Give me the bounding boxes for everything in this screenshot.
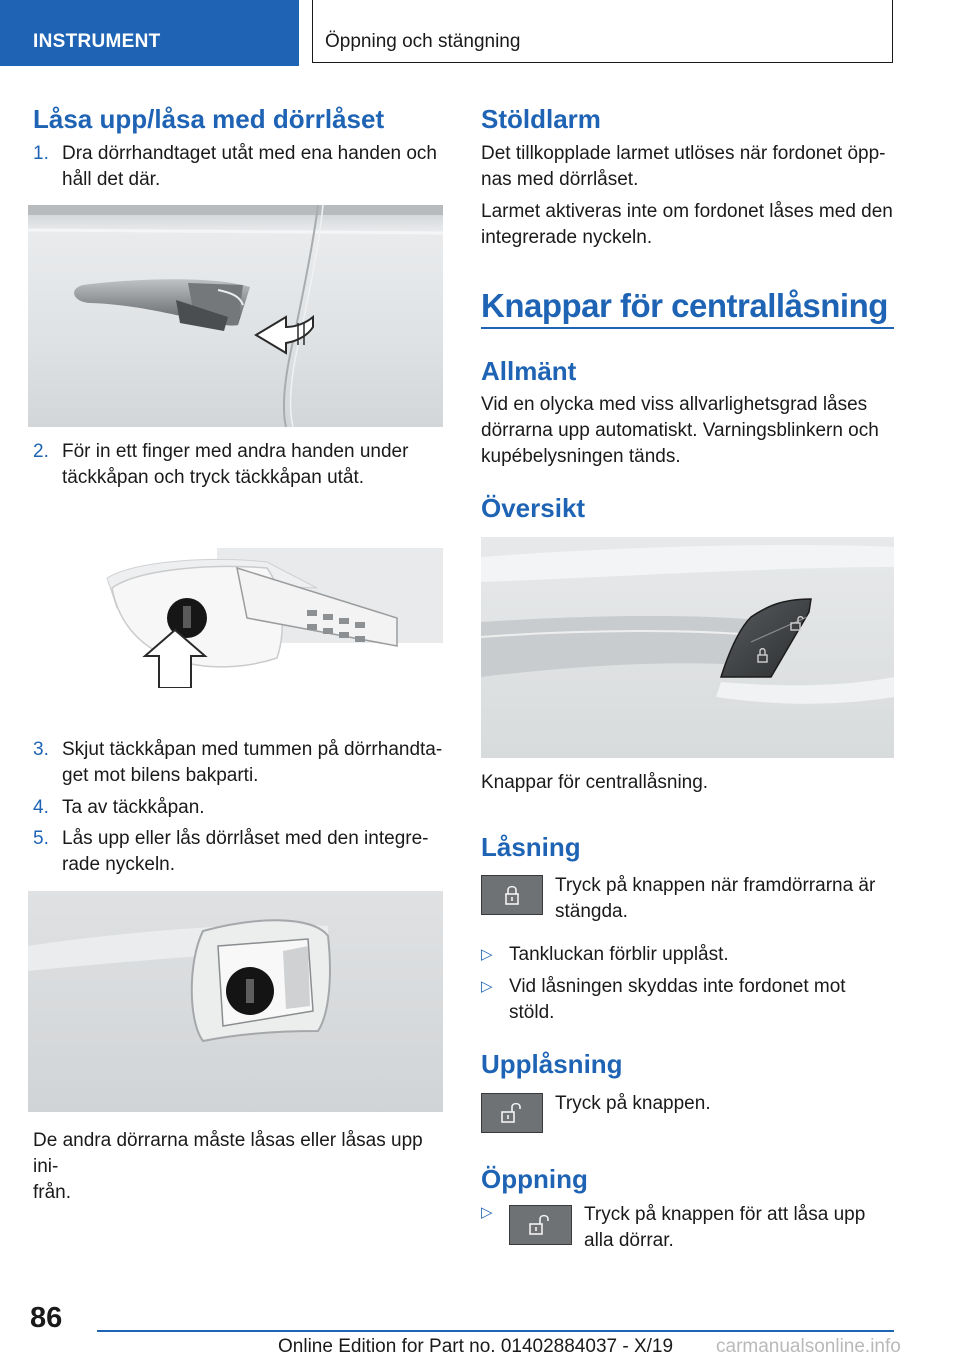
step-line: rade nyckeln. — [62, 854, 176, 875]
step-number: 1. — [33, 143, 49, 164]
lock-icon — [482, 876, 542, 914]
step-line: Ta av täckkåpan. — [62, 797, 205, 818]
locking-heading: Låsning — [481, 832, 581, 862]
step-line: täckkåpan och tryck täckkåpan utåt. — [62, 467, 365, 488]
section-title: INSTRUMENT — [33, 31, 161, 52]
unlock-button-icon — [481, 1093, 543, 1133]
note-line: De andra dörrarna måste låsas eller låsas upp ini‐ — [33, 1130, 423, 1177]
locking-text — [555, 873, 895, 925]
step-number: 4. — [33, 797, 49, 818]
note-line: från. — [33, 1182, 72, 1203]
overview-caption: Knappar för centrallåsning. — [481, 772, 709, 793]
alarm-paragraph-1 — [481, 141, 901, 193]
bullet-line: stöld. — [509, 1002, 555, 1023]
text-line: Det tillkopplade larmet utlöses när fordonet öpp‐ — [481, 143, 886, 164]
text-line: kupébelysningen tänds. — [481, 446, 681, 467]
step-line: håll det där. — [62, 169, 161, 190]
text-line: dörrarna upp automatiskt. Varningsblinkern och — [481, 420, 879, 441]
step-number: 3. — [33, 739, 49, 760]
door-handle-pull-photo — [28, 205, 443, 427]
heading-rule — [481, 327, 894, 329]
step-line: get mot bilens bakparti. — [62, 765, 259, 786]
door-lock-cylinder-illustration — [28, 891, 443, 1112]
general-text — [481, 392, 901, 470]
opening-heading: Öppning — [481, 1164, 588, 1194]
text-line: stängda. — [555, 901, 628, 922]
cover-cap-illustration — [97, 548, 443, 688]
step-line: För in ett finger med andra handen under — [62, 441, 409, 462]
bullet-line: Tankluckan förblir upplåst. — [509, 944, 729, 965]
unlock-button-icon — [509, 1205, 572, 1245]
central-locking-heading: Knappar för centrallåsning — [481, 287, 888, 324]
step-line: Dra dörrhandtaget utåt med ena handen och — [62, 143, 437, 164]
step-line: Lås upp eller lås dörrlåset med den integre‐ — [62, 828, 429, 849]
central-locking-buttons-illustration — [481, 537, 894, 758]
unlocking-text: Tryck på knappen. — [555, 1093, 711, 1114]
bullet-line: Vid låsningen skyddas inte fordonet mot — [509, 976, 846, 997]
edition-text: Online Edition for Part no. 01402884037 - X/19 — [278, 1336, 674, 1357]
overview-heading: Översikt — [481, 493, 586, 523]
cover-cap-photo — [97, 548, 443, 688]
text-line: Vid en olycka med viss allvarlighetsgrad låses — [481, 394, 868, 415]
unlocking-heading: Upplåsning — [481, 1049, 623, 1079]
text-line: Larmet aktiveras inte om fordonet låses med den — [481, 201, 893, 222]
section-tab — [0, 0, 299, 66]
lock-button-icon — [481, 875, 543, 915]
text-line: alla dörrar. — [584, 1230, 674, 1251]
note — [33, 1128, 453, 1206]
general-heading: Allmänt — [481, 356, 577, 386]
step-number: 2. — [33, 441, 49, 462]
triangle-bullet-icon: ▷ — [481, 946, 493, 963]
text-line: Tryck på knappen för att låsa upp — [584, 1204, 866, 1225]
text-line: integrerade nyckeln. — [481, 227, 653, 248]
page-number: 86 — [30, 1302, 63, 1334]
watermark: carmanualsonline.info — [716, 1336, 901, 1357]
unlock-icon — [510, 1206, 571, 1244]
footer-rule — [97, 1330, 894, 1332]
opening-text — [584, 1202, 904, 1254]
door-lock-cylinder-photo — [28, 891, 443, 1112]
left-heading: Låsa upp/låsa med dörrlåset — [33, 104, 385, 134]
triangle-bullet-icon: ▷ — [481, 978, 493, 995]
step-number: 5. — [33, 828, 49, 849]
alarm-heading: Stöldlarm — [481, 104, 601, 134]
central-locking-buttons-photo — [481, 537, 894, 758]
door-handle-pull-illustration — [28, 205, 443, 427]
step-line: Skjut täckkåpan med tummen på dörrhandta‐ — [62, 739, 443, 760]
triangle-bullet-icon: ▷ — [481, 1204, 493, 1221]
text-line: Tryck på knappen när framdörrarna är — [555, 875, 876, 896]
chapter-title: Öppning och stängning — [325, 31, 521, 52]
alarm-paragraph-2 — [481, 199, 901, 251]
unlock-icon — [482, 1094, 542, 1132]
chapter-box — [312, 0, 893, 63]
text-line: nas med dörrlåset. — [481, 169, 639, 190]
